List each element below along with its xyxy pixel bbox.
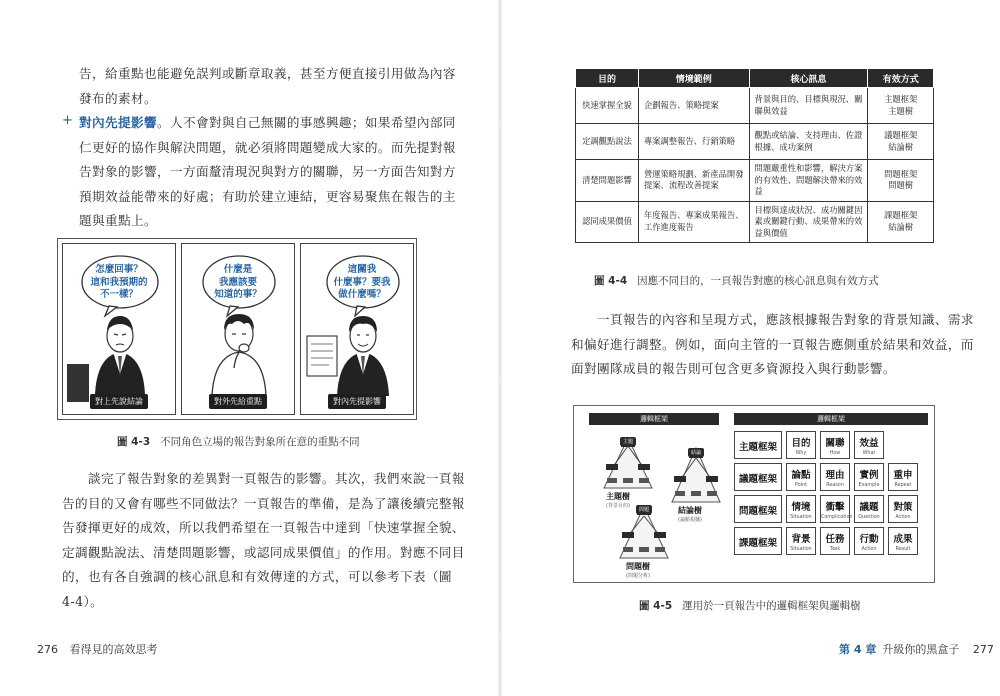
table-header-row: [576, 69, 934, 88]
chapter-title: 升級你的黑盒子: [882, 643, 960, 656]
framework-cell: 目的 Why: [786, 431, 816, 459]
panel-tag: 對外先給重點: [209, 394, 267, 409]
method-cell: 議題框架 結論樹: [868, 124, 934, 160]
tree-label: 主題樹 (背景目的): [606, 492, 630, 509]
tree-label: 問題樹 (問題分析): [626, 562, 650, 579]
figure-4-5-caption: [639, 598, 861, 613]
panel-tag: 對內先提影響: [328, 394, 386, 409]
figure-number: 圖 4-3: [117, 436, 151, 448]
scenario-cell: 年度報告、專案成果報告、 工作進度報告: [638, 201, 749, 243]
scenario-cell: 企劃報告、策略提案: [638, 88, 749, 124]
book-title: 看得見的高效思考: [69, 643, 158, 656]
logic-framework-figure: [573, 405, 935, 583]
comic-figure: [57, 238, 417, 420]
scenario-cell: 營運策略規劃、新產品開發 提案、流程改善提案: [638, 160, 749, 202]
text-line: 發布的素材。: [79, 90, 157, 106]
text-line: 4-4）。: [62, 593, 104, 609]
text-line: 面對團隊成員的報告則可包含更多資源投入與行動影響。: [571, 361, 896, 376]
method-cell: 課題框架 結論樹: [868, 201, 934, 243]
comic-panel-3: [300, 243, 414, 415]
table-row: [576, 160, 934, 202]
paragraph-2: [62, 467, 465, 614]
right-footer: [839, 641, 994, 657]
left-footer: [37, 641, 158, 657]
framework-cell: 效益 What: [854, 431, 884, 459]
framework-row-label: 問題框架: [734, 495, 782, 523]
panel-tag: 對上先說結論: [90, 394, 148, 409]
text-line: 一頁報告的內容和呈現方式，應該根據報告對象的背景知識、需求: [597, 312, 974, 327]
message-cell: 目標與達成狀況、成功關鍵因 素或關鍵行動、成果帶來的效 益與價值: [749, 201, 868, 243]
table-header: 目的: [576, 69, 639, 88]
framework-row-label: 課題框架: [734, 527, 782, 555]
figure-4-3-caption: [117, 434, 360, 449]
framework-cell: 議題 Question: [854, 495, 884, 523]
framework-cell: 成果 Result: [888, 527, 918, 555]
purpose-cell: 清楚問題影響: [576, 160, 639, 202]
tree-node: 主題: [620, 437, 636, 446]
grid-header: 邏輯框架: [734, 413, 928, 425]
table-row: [576, 201, 934, 243]
chapter-label: 第 4 章: [839, 643, 877, 656]
page-number: 276: [37, 643, 58, 656]
bullet-paragraph: [79, 111, 456, 234]
tree-node: 結論: [688, 448, 704, 457]
page-number: 277: [972, 643, 994, 656]
figure-caption-text: 運用於一頁報告中的邏輯框架與邏輯樹: [682, 600, 861, 612]
text-line: [79, 111, 456, 136]
figure-caption-text: 不同角色立場的報告對象所在意的重點不同: [160, 436, 360, 448]
table-header: 有效方式: [868, 69, 934, 88]
purpose-cell: 快速掌握全貌: [576, 88, 639, 124]
text-line: 告的目的又會有哪些不同做法？一頁報告的準備，是為了讓後續完整報: [62, 495, 465, 511]
text-line: 告對象的影響，一方面釐清現況與對方的關聯，另一方面告知對方: [79, 164, 456, 179]
framework-cell: 關聯 How: [820, 431, 850, 459]
framework-cell: 實例 Example: [854, 463, 884, 491]
framework-row-label: 議題框架: [734, 463, 782, 491]
text-line: 告發揮更好的成效，所以我們希望在一頁報告中達到「快速掌握全貌、: [62, 520, 465, 535]
framework-cell: 論點 Point: [786, 463, 816, 491]
table-header: 核心訊息: [749, 69, 868, 88]
framework-cell: 情境 Situation: [786, 495, 816, 523]
message-cell: 觀點或結論、支持理由、佐證 根據、成功案例: [749, 124, 868, 160]
purpose-cell: 定調觀點說法: [576, 124, 639, 160]
framework-cell: 行動 Action: [854, 527, 884, 555]
table-header: 情境範例: [638, 69, 749, 88]
scenario-cell: 專案調整報告、行銷策略: [638, 124, 749, 160]
figure-caption-text: 因應不同目的，一頁報告對應的核心訊息與有效方式: [637, 275, 879, 287]
framework-cell: 對策 Action: [888, 495, 918, 523]
speech-bubble-text: 這關我 什麼事？要我 做什麼嗎？: [333, 264, 391, 300]
text-line: 告，給重點也能避免誤判或斷章取義，甚至方便直接引用做為內容: [79, 66, 456, 81]
purpose-table: [575, 68, 934, 243]
speech-bubble-text: 什麼是 我應該要 知道的事？: [214, 264, 262, 300]
framework-cell: 理由 Reason: [820, 463, 850, 491]
logic-trees-illustration: [574, 406, 734, 584]
figure-4-4-caption: [594, 273, 879, 288]
framework-cell: 重申 Repeat: [888, 463, 918, 491]
text-line: 定調觀點說法、清楚問題影響，或認同成果價值」的作用。對應不同目: [62, 544, 465, 560]
text-line: 仁更好的協作與解決問題，就必須將問題變成大家的。而先提對報: [79, 139, 456, 155]
bullet-marker: +: [62, 113, 73, 128]
text-line: 題與重點上。: [79, 213, 157, 228]
figure-number: 圖 4-5: [639, 600, 673, 612]
text-line: 預期效益能帶來的好處；有助於建立連結，更容易聚焦在報告的主: [79, 188, 456, 204]
table-row: [576, 88, 934, 124]
purpose-cell: 認同成果價值: [576, 201, 639, 243]
framework-cell: 衝擊 Complication: [820, 495, 850, 523]
figure-number: 圖 4-4: [594, 275, 628, 287]
bullet-first-rest: 。人不會對與自己無關的事感興趣；如果希望內部同: [156, 115, 456, 130]
tree-header: 邏輯框架: [589, 413, 719, 425]
text-line: 的，也有各自強調的核心訊息和有效傳達的方式，可以參考下表（圖: [62, 569, 452, 584]
message-cell: 背景與目的、目標與現況、關 聯與效益: [749, 88, 868, 124]
framework-row-label: 主題框架: [734, 431, 782, 459]
method-cell: 主題框架 主題樹: [868, 88, 934, 124]
paragraph-1: [79, 62, 456, 111]
method-cell: 問題框架 問題樹: [868, 160, 934, 202]
tree-node: 問題: [636, 505, 652, 514]
message-cell: 問題嚴重性和影響，解決方案 的有效性、問題解決帶來的效 益: [749, 160, 868, 202]
text-line: 談完了報告對象的差異對一頁報告的影響。其次，我們來說一頁報: [88, 471, 465, 486]
comic-panel-1: [62, 243, 176, 415]
framework-cell: 任務 Task: [820, 527, 850, 555]
paragraph-3: [571, 308, 974, 382]
table-row: [576, 124, 934, 160]
tree-label: 結論樹 (論點根據): [678, 506, 702, 523]
speech-bubble-text: 怎麼回事？ 這和我預期的 不一樣？: [90, 264, 148, 300]
text-line: 和偏好進行調整。例如，面向主管的一頁報告應側重於結果和效益，而: [571, 336, 974, 352]
bullet-lead: 對內先提影響: [79, 115, 157, 130]
comic-panel-2: [181, 243, 295, 415]
framework-cell: 背景 Situation: [786, 527, 816, 555]
